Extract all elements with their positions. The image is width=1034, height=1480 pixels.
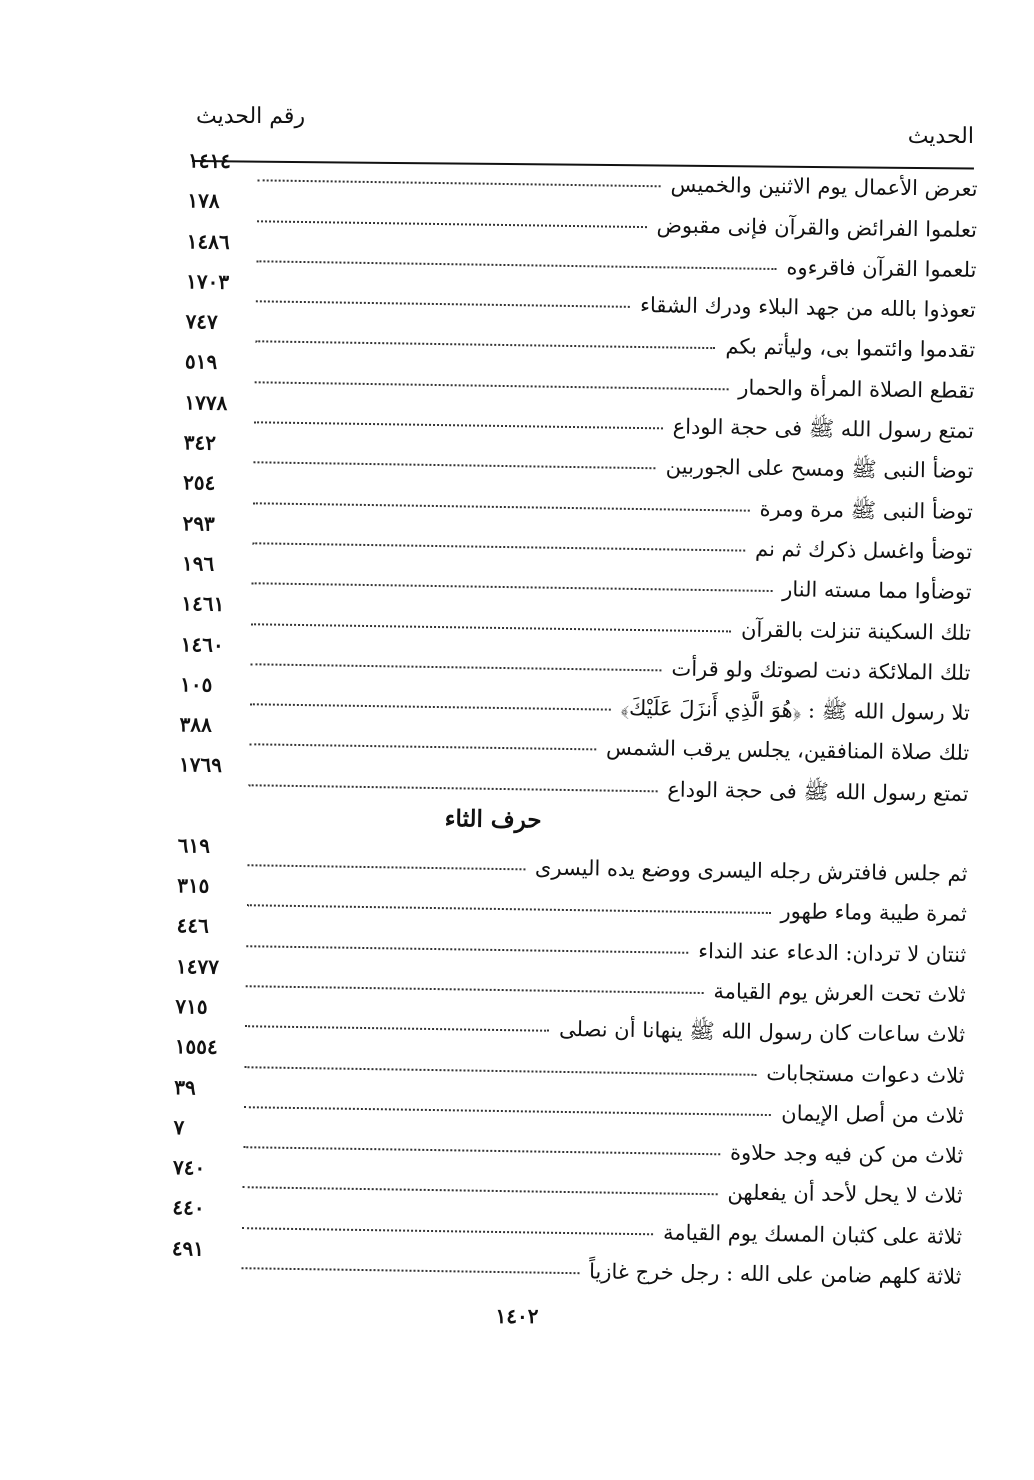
dot-leader bbox=[255, 341, 715, 350]
entry-text: تلك السكينة تنزلت بالقرآن bbox=[740, 617, 972, 645]
entry-number: ٧ bbox=[173, 1115, 185, 1140]
entry-text: تعرض الأعمال يوم الاثنين والخميس bbox=[670, 172, 978, 202]
dot-leader bbox=[253, 502, 750, 511]
entry-text: ثلاث من كن فيه وجد حلاوة bbox=[729, 1140, 964, 1169]
entry-number: ٣١٥ bbox=[177, 873, 210, 898]
entry-number: ٧١٥ bbox=[175, 994, 208, 1019]
entries-group-ta bbox=[179, 150, 978, 806]
dot-leader bbox=[251, 623, 731, 632]
entry-number: ١٧٧٨ bbox=[184, 390, 228, 415]
entry-number: ١٠٥ bbox=[179, 672, 213, 697]
entry-number: ٢٥٤ bbox=[182, 470, 216, 496]
entry-number: ١٤١٤ bbox=[187, 148, 232, 173]
dot-leader bbox=[243, 1146, 720, 1155]
entry-text: تمتع رسول الله ﷺ فى حجة الوداع bbox=[667, 777, 969, 806]
entry-number: ٤٤٠ bbox=[172, 1195, 205, 1221]
dot-leader bbox=[255, 381, 729, 390]
dot-leader bbox=[250, 663, 661, 671]
dot-leader bbox=[257, 220, 647, 228]
entry-text: ثم جلس فافترش رجله اليسرى ووضع يده اليسرى bbox=[534, 855, 968, 886]
dot-leader bbox=[253, 462, 655, 470]
entry-text: ثلاث دعوات مستجابات bbox=[766, 1060, 965, 1088]
entry-text: ثلاثة كلهم ضامن على الله : رجل خرج غازياً bbox=[588, 1259, 962, 1289]
entry-text: تلا رسول الله ﷺ : ﴿هُوَ الَّذِي أَنزَلَ عَلَيْكَ﴾ bbox=[620, 695, 971, 726]
entry-number: ٤٤٦ bbox=[176, 913, 209, 939]
entry-text: تلك الملائكة دنت لصوتك ولو قرأت bbox=[671, 656, 971, 685]
entry-text: تقطع الصلاة المرأة والحمار bbox=[738, 375, 975, 403]
entry-text: تلعموا القرآن فاقرءوه bbox=[786, 255, 977, 282]
dot-leader bbox=[249, 784, 658, 792]
entry-number: ١٥٥٤ bbox=[174, 1034, 218, 1060]
entry-number: ١٤٦٠ bbox=[180, 631, 224, 657]
entry-text: تعلموا الفرائض والقرآن فإنى مقبوض bbox=[656, 212, 978, 242]
entry-number: ٣٨٨ bbox=[179, 712, 212, 737]
dot-leader bbox=[244, 1106, 771, 1116]
entry-number: ١٤٦١ bbox=[181, 591, 225, 617]
entry-text: توضأ النبى ﷺ ومسح على الجوربين bbox=[665, 454, 974, 484]
entry-text: توضأوا مما مسته النار bbox=[782, 577, 972, 605]
entry-number: ٥١٩ bbox=[184, 349, 218, 375]
column-header-hadith: الحديث bbox=[907, 124, 974, 149]
dot-leader bbox=[246, 945, 688, 954]
entry-number: ١٧٠٣ bbox=[185, 269, 230, 294]
entry-number: ٦١٩ bbox=[177, 832, 211, 858]
dot-leader bbox=[243, 1187, 718, 1196]
entry-number: ١٧٦٩ bbox=[178, 752, 223, 778]
dot-leader bbox=[247, 905, 771, 915]
dot-leader bbox=[256, 260, 776, 270]
entry-text: ثلاث من أصل الإيمان bbox=[781, 1101, 965, 1128]
entry-number: ١٤٨٦ bbox=[186, 228, 230, 254]
entry-number: ٣٩ bbox=[174, 1074, 196, 1100]
hadith-index-list bbox=[171, 150, 978, 1290]
entry-number: ١٤٧٧ bbox=[175, 953, 220, 979]
entry-text: ثلاث لا يحل لأحد أن يفعلهن bbox=[727, 1180, 963, 1209]
entry-number: ٧٤٠ bbox=[172, 1155, 206, 1180]
entry-text: ثلاث تحت العرش يوم القيامة bbox=[713, 979, 966, 1007]
entry-text: توضأ واغسل ذكرك ثم نم bbox=[754, 536, 973, 564]
dot-leader bbox=[249, 744, 596, 751]
dot-leader bbox=[246, 985, 704, 994]
entry-number: ٣٤٢ bbox=[183, 430, 217, 455]
entry-text: تلك صلاة المنافقين، يجلس يرقب الشمس bbox=[605, 736, 970, 766]
dot-leader bbox=[242, 1227, 653, 1235]
entry-text: ثنتان لا تردان: الدعاء عند النداء bbox=[698, 938, 967, 967]
dot-leader bbox=[245, 1025, 549, 1032]
entry-number: ٧٤٧ bbox=[185, 309, 218, 334]
entry-text: ثمرة طيبة وماء طهور bbox=[780, 899, 968, 927]
entry-text: ثلاث ساعات كان رسول الله ﷺ ينهانا أن نصلى bbox=[558, 1017, 966, 1048]
entry-text: تقدموا وائتموا بى، وليأتم بكم bbox=[725, 334, 976, 363]
dot-leader bbox=[250, 703, 611, 710]
entry-text: تمتع رسول الله ﷺ فى حجة الوداع bbox=[672, 414, 975, 444]
entry-text: توضأ النبى ﷺ مرة ومرة bbox=[759, 496, 973, 524]
dot-leader bbox=[254, 421, 663, 429]
dot-leader bbox=[252, 542, 745, 551]
entry-number: ١٩٦ bbox=[181, 551, 215, 576]
entry-number: ٤٩١ bbox=[171, 1235, 205, 1261]
entry-text: ثلاثة على كثبان المسك يوم القيامة bbox=[662, 1220, 963, 1249]
entry-number: ٢٩٣ bbox=[182, 510, 215, 536]
dot-leader bbox=[252, 583, 773, 593]
section-title: حرف الثاء bbox=[444, 804, 542, 834]
entry-text: تعوذوا بالله من جهد البلاء ودرك الشقاء bbox=[639, 293, 976, 323]
entry-number: ١٧٨ bbox=[187, 188, 220, 214]
dot-leader bbox=[258, 180, 661, 188]
page-number: ١٤٠٢ bbox=[495, 1304, 539, 1328]
dot-leader bbox=[244, 1066, 756, 1076]
entries-group-tha bbox=[171, 832, 968, 1290]
dot-leader bbox=[256, 300, 630, 308]
dot-leader bbox=[241, 1267, 579, 1274]
column-header-hadith-number: رقم الحديث bbox=[196, 104, 306, 129]
dot-leader bbox=[247, 864, 525, 870]
